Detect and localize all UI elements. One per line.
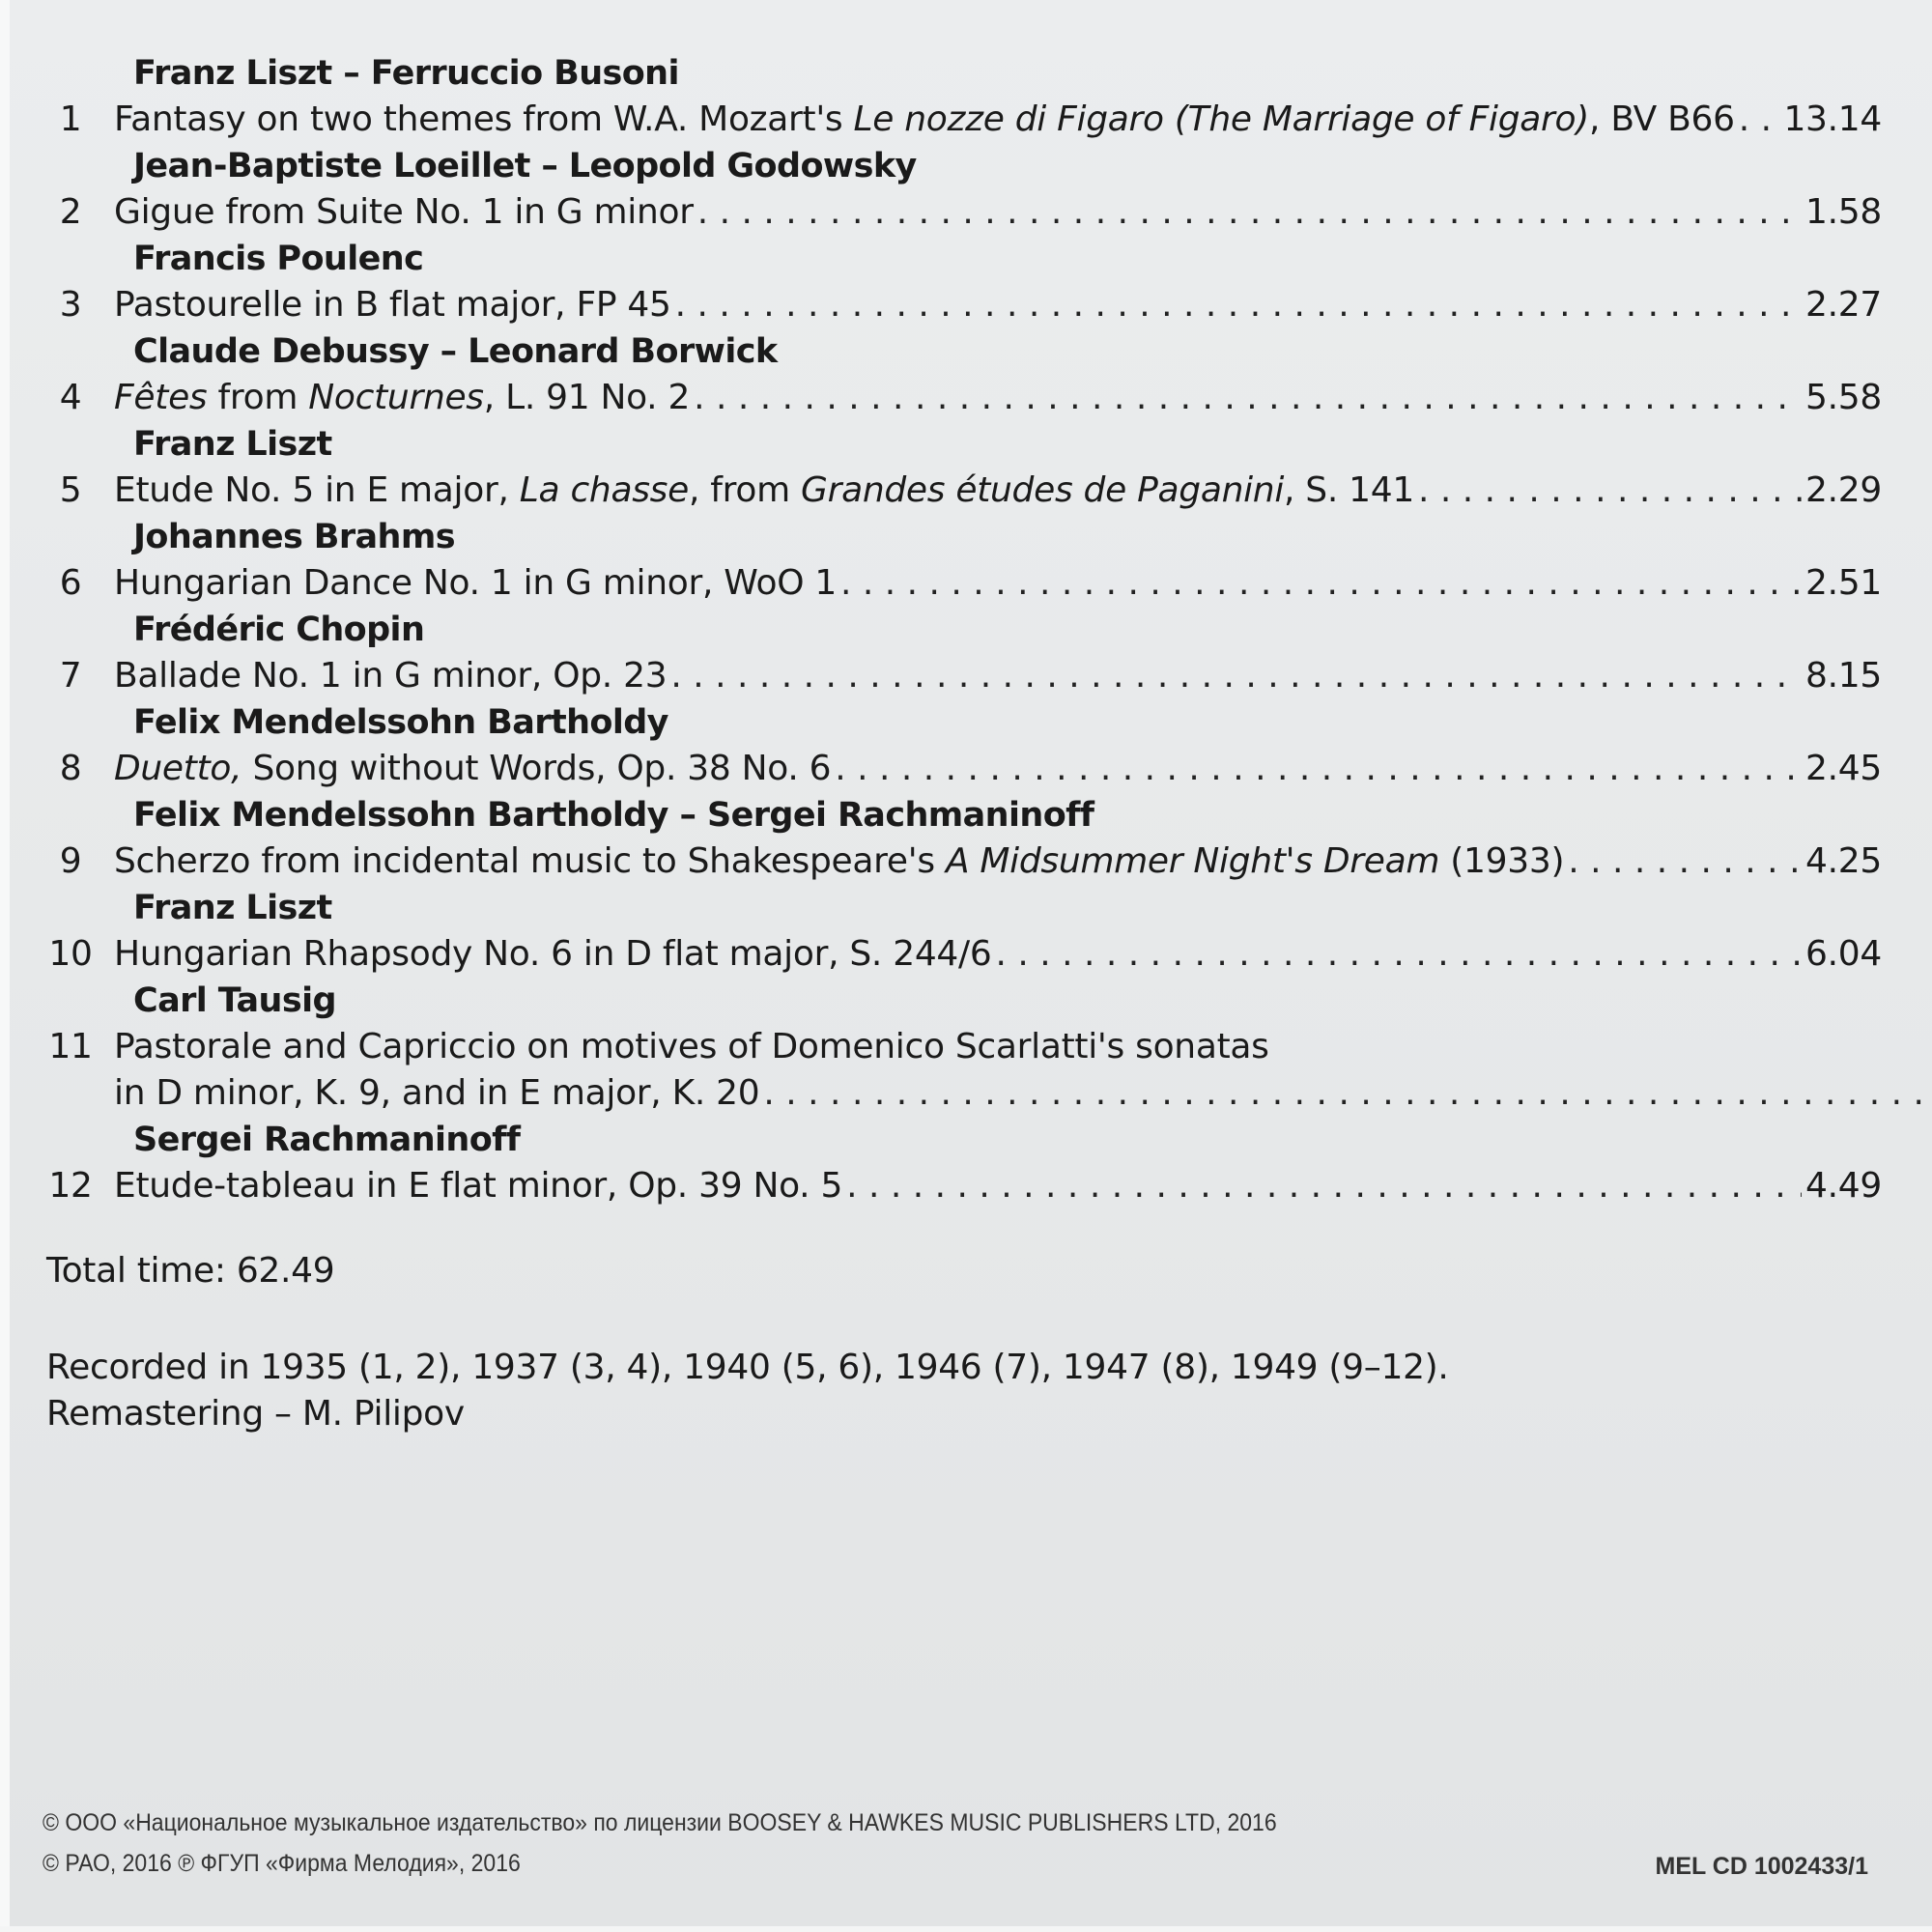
dot-leader — [835, 746, 1802, 792]
track-row — [46, 375, 1882, 421]
dot-leader — [763, 1070, 1932, 1117]
total-time: Total time: 62.49 — [46, 1251, 335, 1291]
recording-notes — [46, 1345, 1449, 1437]
tracklist — [46, 50, 1882, 1209]
track-time: 4.49 — [1805, 1166, 1882, 1206]
dot-leader — [670, 653, 1802, 699]
track-title: Fêtes from Nocturnes, L. 91 No. 2 — [114, 378, 691, 417]
dot-leader — [694, 375, 1802, 421]
track-row — [46, 653, 1882, 699]
dot-leader — [1739, 97, 1780, 143]
track-title-line2 — [114, 1070, 1932, 1117]
composer-name: Felix Mendelssohn Bartholdy – Sergei Rachmaninoff — [133, 796, 1094, 835]
track-number: 10 — [48, 934, 93, 974]
track-title: Scherzo from incidental music to Shakespeare's A Midsummer Night's Dream (1933) — [114, 841, 1565, 881]
remastering-credit: Remastering – M. Pilipov — [46, 1394, 465, 1434]
track-number: 5 — [59, 470, 82, 510]
left-edge — [0, 0, 10, 1932]
track-number: 2 — [59, 192, 82, 232]
catalog-number: MEL CD 1002433/1 — [1655, 1853, 1868, 1880]
track-title: Duetto, Song without Words, Op. 38 No. 6 — [114, 749, 832, 788]
track-title: Gigue from Suite No. 1 in G minor — [114, 192, 694, 232]
dot-leader — [697, 189, 1802, 236]
track-number: 12 — [48, 1166, 93, 1206]
composer-name: Francis Poulenc — [133, 240, 424, 278]
track-row — [46, 97, 1882, 143]
track-time: 2.51 — [1805, 563, 1882, 603]
dot-leader — [846, 1163, 1802, 1209]
track-title: Pastourelle in B flat major, FP 45 — [114, 285, 671, 325]
dot-leader — [675, 282, 1802, 328]
track-number: 7 — [59, 656, 82, 696]
composer-name: Franz Liszt — [133, 889, 332, 927]
composer-name: Carl Tausig — [133, 981, 336, 1020]
track-title: Ballade No. 1 in G minor, Op. 23 — [114, 656, 668, 696]
track-number: 1 — [59, 99, 82, 139]
copyright-line-1: © ООО «Национальное музыкальное издательство» по лицензии BOOSEY & HAWKES MUSIC PUBLISHERS LTD, 2016 — [43, 1809, 1277, 1836]
track-row — [46, 560, 1882, 607]
composer-name: Claude Debussy – Leonard Borwick — [133, 332, 778, 371]
track-row — [46, 468, 1882, 514]
track-number: 4 — [59, 378, 82, 417]
track-title-continued: in D minor, K. 9, and in E major, K. 20 — [114, 1073, 760, 1113]
dot-leader — [1418, 468, 1802, 514]
track-title: Pastorale and Capriccio on motives of Domenico Scarlatti's sonatas — [114, 1027, 1269, 1066]
track-time: 5.58 — [1805, 378, 1882, 417]
track-title: Hungarian Rhapsody No. 6 in D flat major, S. 244/6 — [114, 934, 992, 974]
composer-name: Franz Liszt — [133, 425, 332, 464]
track-row — [46, 1163, 1882, 1209]
track-time: 1.58 — [1805, 192, 1882, 232]
track-time: 2.27 — [1805, 285, 1882, 325]
track-row — [46, 746, 1882, 792]
recorded-years: Recorded in 1935 (1, 2), 1937 (3, 4), 1940 (5, 6), 1946 (7), 1947 (8), 1949 (9–12). — [46, 1348, 1449, 1387]
track-title: Etude-tableau in E flat minor, Op. 39 No. 5 — [114, 1166, 843, 1206]
composer-name: Jean-Baptiste Loeillet – Leopold Godowsky — [133, 147, 917, 185]
track-row — [46, 189, 1882, 236]
bottom-edge — [0, 1926, 1932, 1932]
track-title: Fantasy on two themes from W.A. Mozart's Le nozze di Figaro (The Marriage of Figaro), BV B66 — [114, 99, 1735, 139]
track-time: 2.29 — [1805, 470, 1882, 510]
track-number: 8 — [59, 749, 82, 788]
composer-name: Johannes Brahms — [133, 518, 455, 556]
composer-name: Sergei Rachmaninoff — [133, 1121, 521, 1159]
track-time: 13.14 — [1783, 99, 1882, 139]
composer-name: Frédéric Chopin — [133, 611, 425, 649]
track-number: 11 — [48, 1027, 93, 1066]
dot-leader — [995, 931, 1802, 978]
track-title: Hungarian Dance No. 1 in G minor, WoO 1 — [114, 563, 837, 603]
track-time: 6.04 — [1805, 934, 1882, 974]
track-number: 3 — [59, 285, 82, 325]
track-title-block — [114, 1024, 1932, 1117]
track-time: 8.15 — [1805, 656, 1882, 696]
track-number: 6 — [59, 563, 82, 603]
track-row — [46, 931, 1882, 978]
track-row — [46, 282, 1882, 328]
dot-leader — [840, 560, 1802, 607]
track-number: 9 — [59, 841, 82, 881]
composer-name: Felix Mendelssohn Bartholdy — [133, 703, 668, 742]
copyright-line-2: © РАО, 2016 ℗ ФГУП «Фирма Мелодия», 2016 — [43, 1850, 521, 1877]
track-title: Etude No. 5 in E major, La chasse, from Grandes études de Paganini, S. 141 — [114, 470, 1414, 510]
track-row — [46, 838, 1882, 885]
track-time: 4.25 — [1805, 841, 1882, 881]
track-time: 2.45 — [1805, 749, 1882, 788]
composer-name: Franz Liszt – Ferruccio Busoni — [133, 54, 679, 93]
dot-leader — [1568, 838, 1802, 885]
track-row — [46, 1024, 1882, 1117]
